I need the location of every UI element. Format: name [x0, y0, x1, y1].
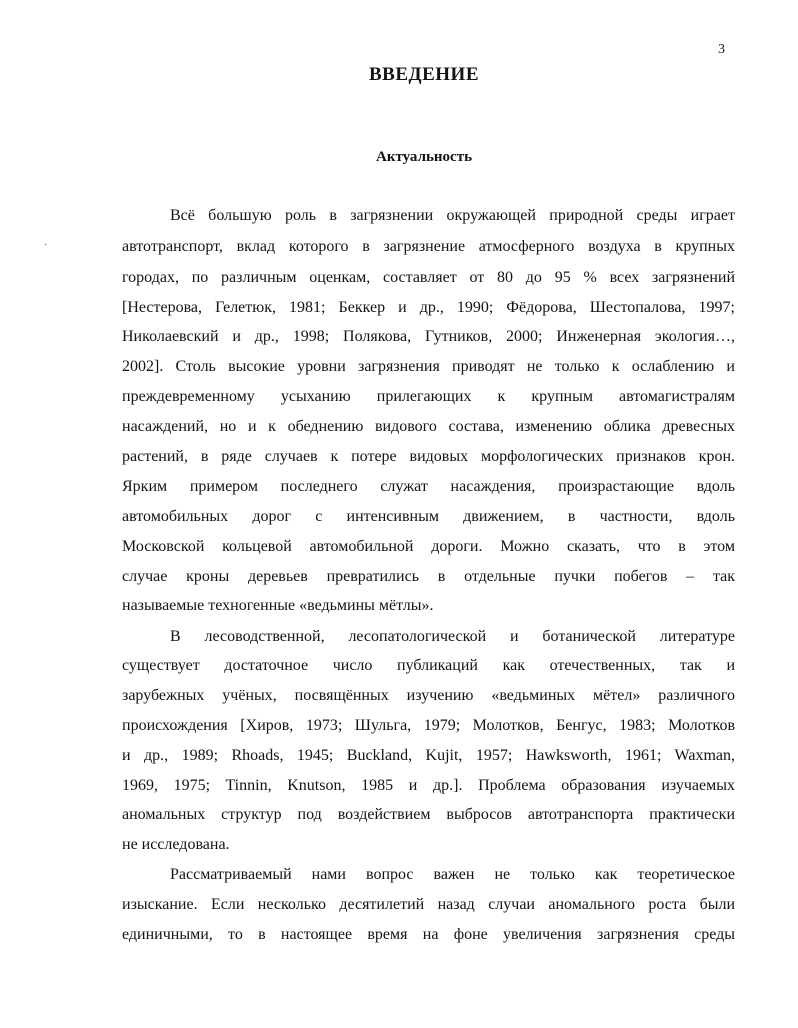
page-title: ВВЕДЕНИЕ [369, 64, 479, 85]
text-line: зарубежных учёных, посвящённых изучению «ведьминых мётел» различного [122, 687, 735, 704]
text-line: преждевременному усыханию прилегающих к крупным автомагистралям [122, 388, 735, 405]
text-line: не исследована. [122, 836, 230, 853]
text-line: происхождения [Хиров, 1973; Шульга, 1979; Молотков, Бенгус, 1983; Молотков [122, 717, 735, 734]
text-line: и др., 1989; Rhoads, 1945; Buckland, Kujit, 1957; Hawksworth, 1961; Waxman, [122, 747, 735, 764]
text-line: автомобильных дорог с интенсивным движением, в частности, вдоль [122, 508, 735, 525]
text-line: Рассматриваемый нами вопрос важен не только как теоретическое [170, 866, 735, 883]
text-line: городах, по различным оценкам, составляет от 80 до 95 % всех загрязнений [122, 269, 735, 286]
page-number: 3 [718, 42, 725, 57]
text-line: Николаевский и др., 1998; Полякова, Гутников, 2000; Инженерная экология…, [122, 328, 735, 345]
text-line: Московской кольцевой автомобильной дороги. Можно сказать, что в этом [122, 538, 735, 555]
text-line: автотранспорт, вклад которого в загрязнение атмосферного воздуха в крупных [122, 238, 735, 255]
text-line: Всё большую роль в загрязнении окружающей природной среды играет [170, 207, 735, 224]
text-line: Ярким примером последнего служат насаждения, произрастающие вдоль [122, 478, 735, 495]
text-line: единичными, то в настоящее время на фоне увеличения загрязнения среды [122, 926, 735, 943]
text-line: существует достаточное число публикаций как отечественных, так и [122, 657, 735, 674]
text-line: 2002]. Столь высокие уровни загрязнения приводят не только к ослаблению и [122, 358, 735, 375]
text-line: В лесоводственной, лесопатологической и ботанической литературе [170, 628, 735, 645]
text-line: [Нестерова, Гелетюк, 1981; Беккер и др., 1990; Фёдорова, Шестопалова, 1997; [122, 299, 735, 316]
text-line: называемые техногенные «ведьмины мётлы». [122, 597, 434, 614]
text-line: 1969, 1975; Tinnin, Knutson, 1985 и др.]. Проблема образования изучаемых [122, 777, 735, 794]
text-line: аномальных структур под воздействием выбросов автотранспорта практически [122, 806, 735, 823]
margin-mark: · [44, 240, 48, 251]
text-line: случае кроны деревьев превратились в отдельные пучки побегов – так [122, 568, 735, 585]
text-line: насаждений, но и к обеднению видового состава, изменению облика древесных [122, 418, 735, 435]
text-line: изыскание. Если несколько десятилетий назад случаи аномального роста были [122, 896, 735, 913]
text-line: растений, в ряде случаев к потере видовых морфологических признаков крон. [122, 448, 735, 465]
section-title: Актуальность [375, 149, 473, 165]
